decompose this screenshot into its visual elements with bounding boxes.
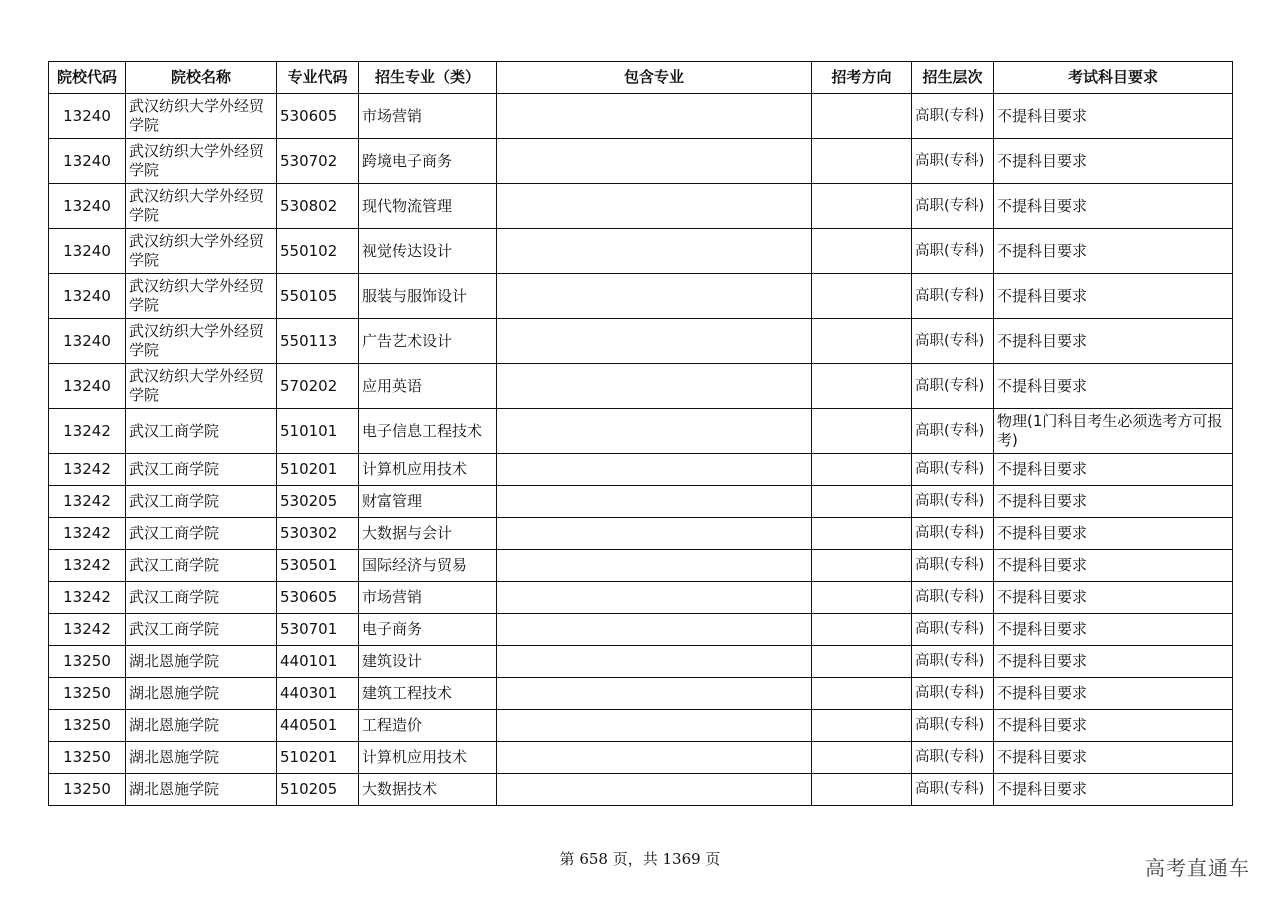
- cell-school-code: 13250: [49, 678, 126, 710]
- cell-requirement: 物理(1门科目考生必须选考方可报考): [994, 409, 1233, 454]
- table-row: [49, 518, 1233, 550]
- table-row: [49, 774, 1233, 806]
- cell-major: 跨境电子商务: [359, 139, 497, 184]
- header-school-name: 院校名称: [126, 62, 277, 94]
- cell-direction: [812, 486, 912, 518]
- table-row: [49, 454, 1233, 486]
- cell-school-code: 13240: [49, 184, 126, 229]
- cell-major-code: 510201: [277, 742, 359, 774]
- cell-school-code: 13250: [49, 646, 126, 678]
- cell-school-code: 13242: [49, 550, 126, 582]
- cell-major: 计算机应用技术: [359, 742, 497, 774]
- table-row: [49, 184, 1233, 229]
- cell-included-majors: [497, 364, 812, 409]
- cell-major: 电子商务: [359, 614, 497, 646]
- cell-school-code: 13242: [49, 582, 126, 614]
- cell-school-name: 武汉工商学院: [126, 550, 277, 582]
- cell-direction: [812, 364, 912, 409]
- cell-requirement: 不提科目要求: [994, 454, 1233, 486]
- cell-included-majors: [497, 550, 812, 582]
- table-row: [49, 486, 1233, 518]
- cell-major-code: 530302: [277, 518, 359, 550]
- cell-included-majors: [497, 614, 812, 646]
- cell-major-code: 550113: [277, 319, 359, 364]
- cell-level: 高职(专科): [912, 94, 994, 139]
- cell-direction: [812, 94, 912, 139]
- table-row: [49, 742, 1233, 774]
- table-row: [49, 409, 1233, 454]
- cell-school-name: 武汉纺织大学外经贸学院: [126, 94, 277, 139]
- cell-requirement: 不提科目要求: [994, 646, 1233, 678]
- cell-level: 高职(专科): [912, 454, 994, 486]
- cell-included-majors: [497, 319, 812, 364]
- cell-included-majors: [497, 486, 812, 518]
- cell-school-name: 湖北恩施学院: [126, 774, 277, 806]
- cell-direction: [812, 550, 912, 582]
- cell-requirement: 不提科目要求: [994, 364, 1233, 409]
- cell-school-name: 武汉工商学院: [126, 582, 277, 614]
- cell-major-code: 530205: [277, 486, 359, 518]
- cell-major: 应用英语: [359, 364, 497, 409]
- cell-included-majors: [497, 274, 812, 319]
- cell-included-majors: [497, 94, 812, 139]
- cell-school-code: 13250: [49, 710, 126, 742]
- cell-school-code: 13250: [49, 742, 126, 774]
- cell-level: 高职(专科): [912, 646, 994, 678]
- table-body: [49, 94, 1233, 806]
- table-row: [49, 614, 1233, 646]
- cell-major-code: 550105: [277, 274, 359, 319]
- cell-level: 高职(专科): [912, 550, 994, 582]
- cell-school-code: 13250: [49, 774, 126, 806]
- cell-included-majors: [497, 582, 812, 614]
- cell-major: 市场营销: [359, 582, 497, 614]
- cell-level: 高职(专科): [912, 774, 994, 806]
- cell-major-code: 440101: [277, 646, 359, 678]
- cell-school-name: 武汉纺织大学外经贸学院: [126, 139, 277, 184]
- cell-direction: [812, 274, 912, 319]
- table-row: [49, 678, 1233, 710]
- cell-level: 高职(专科): [912, 742, 994, 774]
- cell-school-name: 武汉纺织大学外经贸学院: [126, 364, 277, 409]
- cell-school-name: 武汉纺织大学外经贸学院: [126, 319, 277, 364]
- cell-school-name: 武汉工商学院: [126, 409, 277, 454]
- cell-included-majors: [497, 139, 812, 184]
- cell-major: 电子信息工程技术: [359, 409, 497, 454]
- cell-major-code: 510101: [277, 409, 359, 454]
- cell-direction: [812, 646, 912, 678]
- cell-included-majors: [497, 774, 812, 806]
- cell-level: 高职(专科): [912, 614, 994, 646]
- cell-school-name: 武汉工商学院: [126, 454, 277, 486]
- table-row: [49, 364, 1233, 409]
- cell-school-code: 13242: [49, 518, 126, 550]
- table-row: [49, 229, 1233, 274]
- cell-requirement: 不提科目要求: [994, 184, 1233, 229]
- cell-level: 高职(专科): [912, 364, 994, 409]
- cell-requirement: 不提科目要求: [994, 774, 1233, 806]
- cell-major: 广告艺术设计: [359, 319, 497, 364]
- cell-level: 高职(专科): [912, 274, 994, 319]
- cell-school-name: 武汉纺织大学外经贸学院: [126, 184, 277, 229]
- cell-included-majors: [497, 742, 812, 774]
- cell-level: 高职(专科): [912, 409, 994, 454]
- cell-major: 服装与服饰设计: [359, 274, 497, 319]
- cell-school-code: 13242: [49, 409, 126, 454]
- cell-school-code: 13240: [49, 319, 126, 364]
- page-number: 第 658 页，共 1369 页: [559, 850, 721, 868]
- header-requirement: 考试科目要求: [994, 62, 1233, 94]
- cell-direction: [812, 678, 912, 710]
- table-row: [49, 646, 1233, 678]
- cell-school-code: 13240: [49, 139, 126, 184]
- cell-major-code: 440301: [277, 678, 359, 710]
- header-school-code: 院校代码: [49, 62, 126, 94]
- cell-level: 高职(专科): [912, 678, 994, 710]
- cell-requirement: 不提科目要求: [994, 486, 1233, 518]
- cell-requirement: 不提科目要求: [994, 710, 1233, 742]
- table-row: [49, 139, 1233, 184]
- cell-level: 高职(专科): [912, 139, 994, 184]
- cell-major-code: 530702: [277, 139, 359, 184]
- cell-school-name: 武汉纺织大学外经贸学院: [126, 229, 277, 274]
- header-major-code: 专业代码: [277, 62, 359, 94]
- cell-major: 视觉传达设计: [359, 229, 497, 274]
- cell-included-majors: [497, 454, 812, 486]
- cell-included-majors: [497, 518, 812, 550]
- cell-school-name: 武汉工商学院: [126, 518, 277, 550]
- cell-school-name: 武汉工商学院: [126, 614, 277, 646]
- cell-included-majors: [497, 678, 812, 710]
- table-header-row: [49, 62, 1233, 94]
- cell-direction: [812, 582, 912, 614]
- cell-major-code: 530701: [277, 614, 359, 646]
- header-included-majors: 包含专业: [497, 62, 812, 94]
- cell-direction: [812, 409, 912, 454]
- admissions-table: [48, 61, 1233, 806]
- cell-major: 建筑设计: [359, 646, 497, 678]
- cell-direction: [812, 184, 912, 229]
- watermark: 高考直通车: [1145, 856, 1250, 880]
- cell-direction: [812, 742, 912, 774]
- cell-requirement: 不提科目要求: [994, 678, 1233, 710]
- cell-major: 建筑工程技术: [359, 678, 497, 710]
- cell-level: 高职(专科): [912, 710, 994, 742]
- cell-included-majors: [497, 409, 812, 454]
- table-row: [49, 274, 1233, 319]
- cell-major-code: 530501: [277, 550, 359, 582]
- cell-major-code: 570202: [277, 364, 359, 409]
- cell-school-code: 13240: [49, 274, 126, 319]
- cell-school-code: 13242: [49, 614, 126, 646]
- cell-school-code: 13242: [49, 454, 126, 486]
- cell-level: 高职(专科): [912, 486, 994, 518]
- cell-school-code: 13242: [49, 486, 126, 518]
- table-row: [49, 94, 1233, 139]
- cell-requirement: 不提科目要求: [994, 139, 1233, 184]
- cell-direction: [812, 518, 912, 550]
- cell-direction: [812, 139, 912, 184]
- cell-major: 现代物流管理: [359, 184, 497, 229]
- cell-included-majors: [497, 184, 812, 229]
- cell-direction: [812, 454, 912, 486]
- cell-direction: [812, 774, 912, 806]
- cell-major-code: 530802: [277, 184, 359, 229]
- header-direction: 招考方向: [812, 62, 912, 94]
- cell-direction: [812, 614, 912, 646]
- cell-level: 高职(专科): [912, 319, 994, 364]
- header-major: 招生专业（类）: [359, 62, 497, 94]
- cell-requirement: 不提科目要求: [994, 582, 1233, 614]
- cell-school-name: 湖北恩施学院: [126, 646, 277, 678]
- cell-level: 高职(专科): [912, 582, 994, 614]
- cell-direction: [812, 710, 912, 742]
- cell-requirement: 不提科目要求: [994, 94, 1233, 139]
- cell-major: 国际经济与贸易: [359, 550, 497, 582]
- header-level: 招生层次: [912, 62, 994, 94]
- cell-school-code: 13240: [49, 364, 126, 409]
- cell-level: 高职(专科): [912, 229, 994, 274]
- cell-requirement: 不提科目要求: [994, 742, 1233, 774]
- cell-major: 计算机应用技术: [359, 454, 497, 486]
- cell-included-majors: [497, 646, 812, 678]
- cell-included-majors: [497, 229, 812, 274]
- cell-school-name: 湖北恩施学院: [126, 678, 277, 710]
- cell-major: 大数据与会计: [359, 518, 497, 550]
- cell-requirement: 不提科目要求: [994, 614, 1233, 646]
- cell-major-code: 510205: [277, 774, 359, 806]
- cell-major: 财富管理: [359, 486, 497, 518]
- cell-level: 高职(专科): [912, 184, 994, 229]
- cell-direction: [812, 319, 912, 364]
- table-row: [49, 319, 1233, 364]
- table-row: [49, 710, 1233, 742]
- cell-school-code: 13240: [49, 94, 126, 139]
- cell-major: 市场营销: [359, 94, 497, 139]
- cell-included-majors: [497, 710, 812, 742]
- cell-major-code: 550102: [277, 229, 359, 274]
- cell-requirement: 不提科目要求: [994, 518, 1233, 550]
- cell-school-name: 武汉工商学院: [126, 486, 277, 518]
- cell-school-code: 13240: [49, 229, 126, 274]
- cell-major-code: 530605: [277, 582, 359, 614]
- cell-major-code: 440501: [277, 710, 359, 742]
- cell-level: 高职(专科): [912, 518, 994, 550]
- cell-major-code: 530605: [277, 94, 359, 139]
- cell-school-name: 湖北恩施学院: [126, 742, 277, 774]
- cell-major: 大数据技术: [359, 774, 497, 806]
- cell-direction: [812, 229, 912, 274]
- cell-school-name: 武汉纺织大学外经贸学院: [126, 274, 277, 319]
- cell-requirement: 不提科目要求: [994, 550, 1233, 582]
- table-row: [49, 550, 1233, 582]
- cell-school-name: 湖北恩施学院: [126, 710, 277, 742]
- cell-requirement: 不提科目要求: [994, 274, 1233, 319]
- cell-major-code: 510201: [277, 454, 359, 486]
- table-row: [49, 582, 1233, 614]
- cell-requirement: 不提科目要求: [994, 229, 1233, 274]
- cell-requirement: 不提科目要求: [994, 319, 1233, 364]
- cell-major: 工程造价: [359, 710, 497, 742]
